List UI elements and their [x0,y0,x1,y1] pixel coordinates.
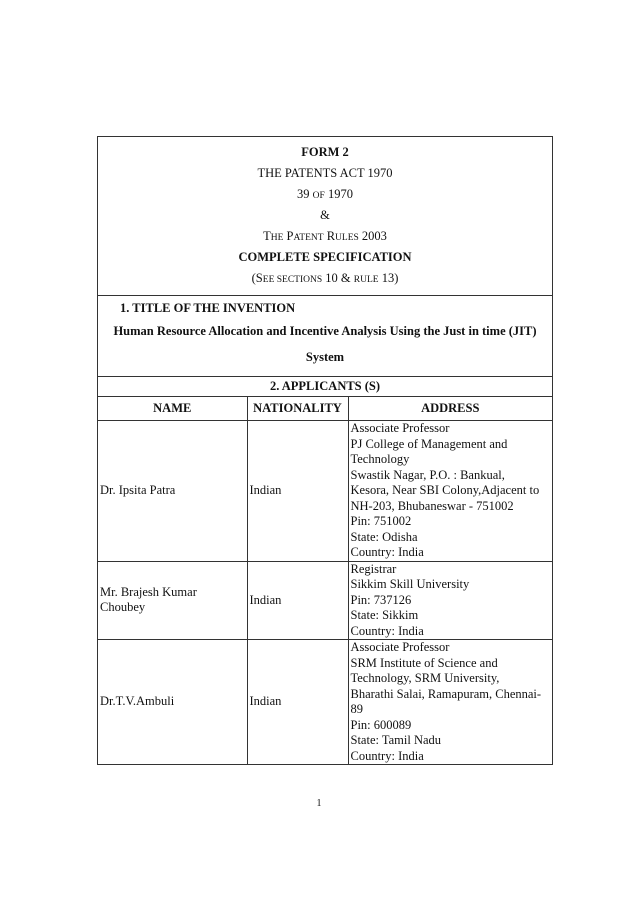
address-line: Pin: 751002 [350,514,412,528]
applicant-address [348,561,552,640]
invention-title: Human Resource Allocation and Incentive Analysis Using the Just in time (JIT) System [113,324,537,364]
column-header-name: NAME [98,397,247,421]
table-row [98,640,552,765]
spec-title: COMPLETE SPECIFICATION [238,250,412,264]
table-row [98,561,552,640]
column-header-nationality: NATIONALITY [247,397,348,421]
address-line: NH-203, Bhubaneswar - 751002 [350,498,514,513]
address-line: State: Odisha [350,529,418,544]
see-sections: (SEE SECTIONS 10 & RULE 13) [251,271,399,285]
applicant-nationality: Indian [247,640,348,765]
address-line: SRM Institute of Science and [350,655,498,670]
applicant-name: Dr. Ipsita Patra [98,421,247,562]
patent-form [97,136,553,765]
applicant-nationality: Indian [247,561,348,640]
form-header [98,137,552,295]
address-line: State: Sikkim [350,608,419,622]
act-title: THE PATENTS ACT 1970 [257,166,393,180]
address-line: Bharathi Salai, Ramapuram, Chennai- [350,686,542,701]
column-header-address: ADDRESS [348,397,552,421]
applicant-address [348,640,552,765]
address-line: Technology [350,452,410,466]
address-line: Sikkim Skill University [350,577,470,591]
title-section [98,295,552,376]
applicant-nationality: Indian [247,421,348,562]
ampersand: & [320,208,330,222]
address-line: Technology, SRM University, [350,671,500,685]
table-row [98,421,552,562]
address-line: Associate Professor [350,421,450,435]
applicant-name: Mr. Brajesh Kumar Choubey [98,561,247,640]
table-header-row [98,397,552,421]
address-line: Pin: 600089 [350,717,412,732]
address-line: Swastik Nagar, P.O. : Bankual, [350,467,505,482]
address-line: Associate Professor [350,640,450,654]
form-label: FORM 2 [301,145,349,159]
address-line: Kesora, Near SBI Colony,Adjacent to [350,483,540,497]
title-heading: 1. TITLE OF THE INVENTION [120,301,296,315]
page-number: 1 [316,798,322,809]
address-line: Registrar [350,561,397,576]
applicant-address [348,421,552,562]
applicants-table [98,396,552,764]
applicants-heading: 2. APPLICANTS (S) [98,376,552,396]
address-line: Country: India [350,545,424,559]
address-line: 89 [350,702,363,716]
address-line: Country: India [350,748,424,763]
applicant-name: Dr.T.V.Ambuli [98,640,247,765]
applicants-rows [98,421,552,765]
rules-title: THE PATENT RULES 2003 [263,229,387,243]
act-number: 39 OF 1970 [297,187,353,201]
address-line: Country: India [350,623,424,638]
address-line: State: Tamil Nadu [350,733,442,747]
address-line: PJ College of Management and [350,436,508,451]
address-line: Pin: 737126 [350,592,412,607]
